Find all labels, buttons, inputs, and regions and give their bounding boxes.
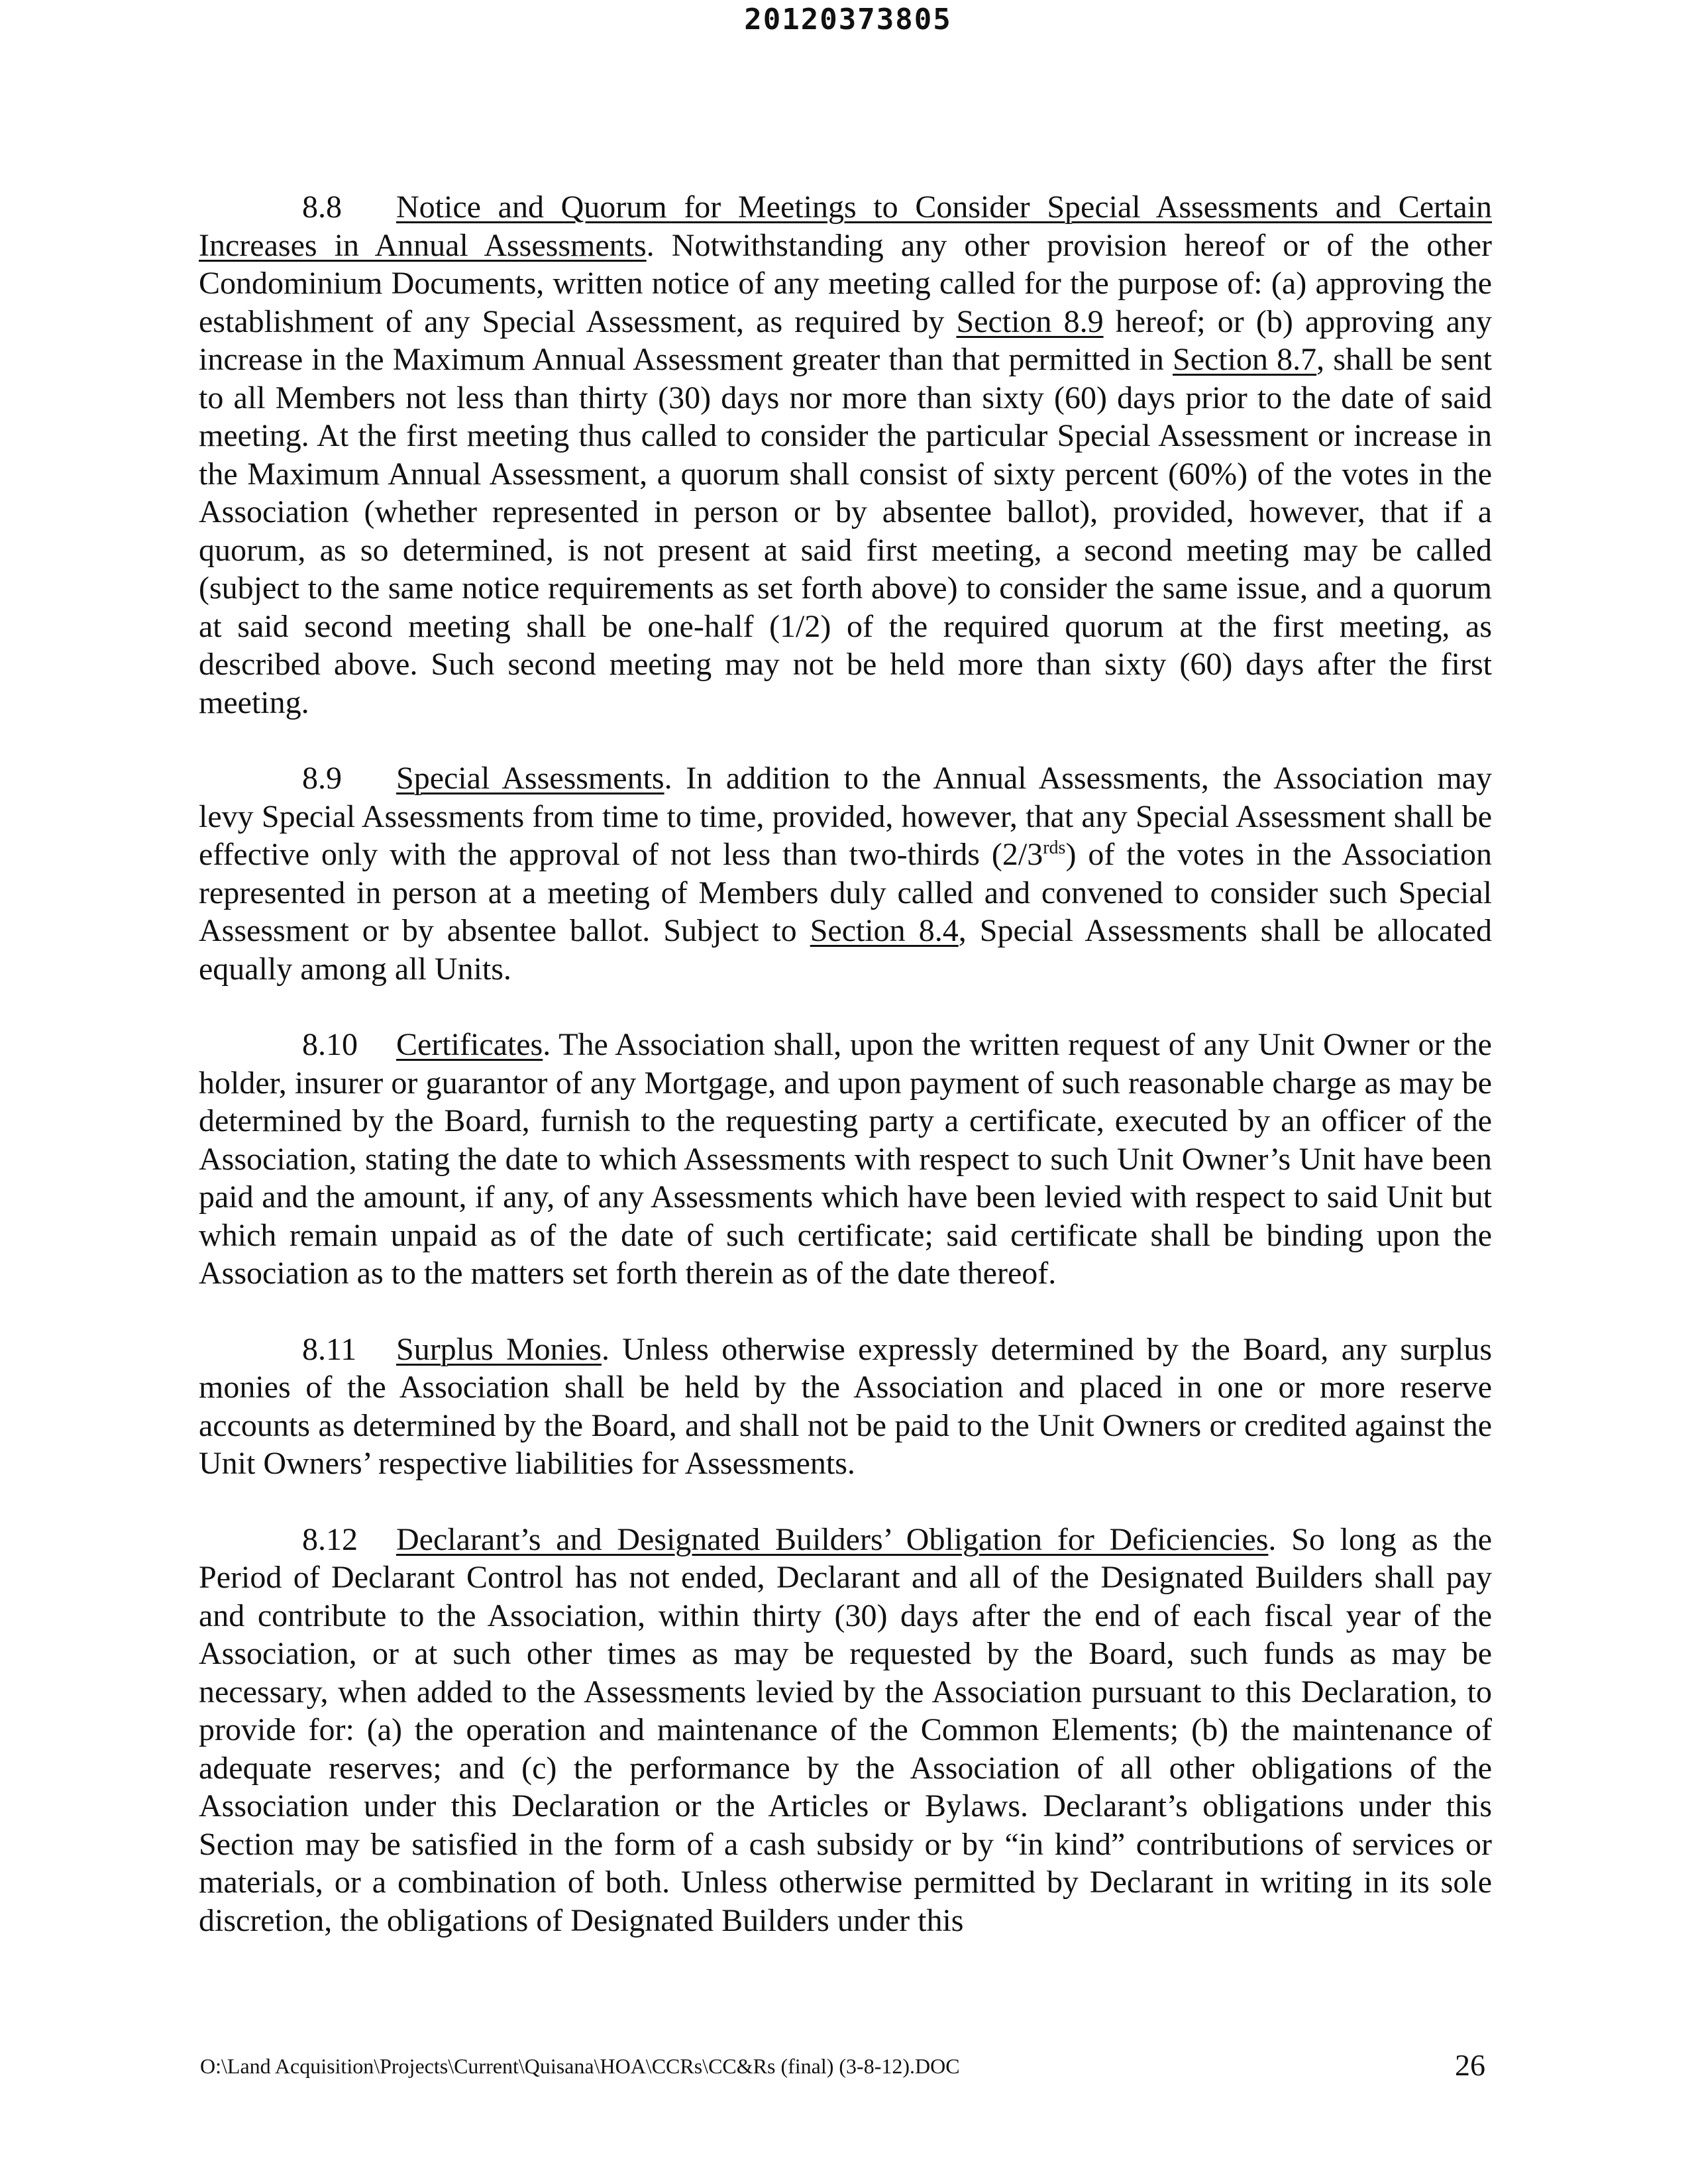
- section-text: So long as the Period of Declarant Control has not ended, Declarant and all of the Designated Builders shall pay and contribute to the Association, within thirty (30) days after the end of each fiscal year of the Association, or at such other times as may be requested by the Board, such funds as may be necessary, when added to the Assessments levied by the Association pursuant to this Declaration, to provide for: (a) the operation and maintenance of the Common Elements; (b) the maintenance of adequate reserves; and (c) the performance by the Association of all other obligations of the Association under this Declaration or the Articles or Bylaws. Declarant’s obligations under this Section may be satisfied in the form of a cash subsidy or by “in kind” contributions of services or materials, or a combination of both. Unless otherwise permitted by Declarant in writing in its sole discretion, the obligations of Designated Builders under this: [199, 1521, 1492, 1938]
- section-reference: Section 8.7: [1173, 342, 1317, 377]
- section-8-8: 8.8 Notice and Quorum for Meetings to Consider Special Assessments and Certain Increases in Annual Assessments. Notwithstanding any other provision hereof or of the other Condominium Documents, written notice of any meeting called for the purpose of: (a) approving the establishment of any Special Assessment, as required by Section 8.9 hereof; or (b) approving any increase in the Maximum Annual Assessment greater than that permitted in Section 8.7, shall be sent to all Members not less than thirty (30) days nor more than sixty (60) days prior to the date of said meeting. At the first meeting thus called to consider the particular Special Assessment or increase in the Maximum Annual Assessment, a quorum shall consist of sixty percent (60%) of the votes in the Association (whether represented in person or by absentee ballot), provided, however, that if a quorum, as so determined, is not present at said first meeting, a second meeting may be called (subject to the same notice requirements as set forth above) to consider the same issue, and a quorum at said second meeting shall be one-half (1/2) of the required quorum at the first meeting, as described above. Such second meeting may not be held more than sixty (60) days after the first meeting.: [199, 190, 1493, 720]
- section-number: 8.12: [302, 1521, 358, 1557]
- section-number: 8.11: [302, 1331, 357, 1367]
- section-text: Notwithstanding any other provision hereof or of the other Condominium Documents, written notice of any meeting called for the purpose of: (a) approving the establishment of any Special Assessment, as required by: [199, 227, 1492, 339]
- section-number: 8.8: [302, 190, 342, 225]
- document-body: [199, 188, 1492, 1977]
- section-reference: Section 8.9: [956, 303, 1104, 339]
- section-text: The Association shall, upon the written request of any Unit Owner or the holder, insurer or guarantor of any Mortgage, and upon payment of such reasonable charge as may be determined by the Board, furnish to the requesting party a certificate, executed by an officer of the Association, stating the date to which Assessments with respect to such Unit Owner’s Unit have been paid and the amount, if any, of any Assessments which have been levied with respect to said Unit but which remain unpaid as of the date of such certificate; said certificate shall be binding upon the Association as to the matters set forth therein as of the date thereof.: [199, 1027, 1492, 1291]
- section-text: , Special Assessments shall be allocated equally among all Units.: [199, 913, 1493, 987]
- section-title: Surplus Monies: [396, 1331, 602, 1367]
- section-title: Special Assessments: [396, 761, 664, 796]
- document-number: 20120373805: [744, 3, 952, 36]
- section-reference: Section 8.4: [810, 913, 959, 948]
- page-number: 26: [1455, 2048, 1485, 2082]
- section-text: Unless otherwise expressly determined by the Board, any surplus monies of the Association shall be held by the Association and placed in one or more reserve accounts as determined by the Board, and shall not be paid to the Unit Owners or credited against the Unit Owners’ respective liabilities for Assessments.: [199, 1331, 1492, 1481]
- section-title: Notice and Quorum for Meetings to Consider Special Assessments and Certain Increases in Annual Assessments: [199, 190, 1492, 263]
- section-8-10: 8.10 Certificates. The Association shall, upon the written request of any Unit Owner or the holder, insurer or guarantor of any Mortgage, and upon payment of such reasonable charge as may be determined by the Board, furnish to the requesting party a certificate, executed by an officer of the Association, stating the date to which Assessments with respect to such Unit Owner’s Unit have been paid and the amount, if any, of any Assessments which have been levied with respect to said Unit but which remain unpaid as of the date of such certificate; said certificate shall be binding upon the Association as to the matters set forth therein as of the date thereof.: [199, 1027, 1492, 1291]
- section-text: In addition to the Annual Assessments, the Association may levy Special Assessments from time to time, provided, however, that any Special Assessment shall be effective only with the approval of not less than two-thirds (2/3: [199, 761, 1493, 872]
- section-8-12: 8.12 Declarant’s and Designated Builders’ Obligation for Deficiencies. So long as the Period of Declarant Control has not ended, Declarant and all of the Designated Builders shall pay and contribute to the Association, within thirty (30) days after the end of each fiscal year of the Association, or at such other times as may be requested by the Board, such funds as may be necessary, when added to the Assessments levied by the Association pursuant to this Declaration, to provide for: (a) the operation and maintenance of the Common Elements; (b) the maintenance of adequate reserves; and (c) the performance by the Association of all other obligations of the Association under this Declaration or the Articles or Bylaws. Declarant’s obligations under this Section may be satisfied in the form of a cash subsidy or by “in kind” contributions of services or materials, or a combination of both. Unless otherwise permitted by Declarant in writing in its sole discretion, the obligations of Designated Builders under this: [199, 1521, 1492, 1938]
- section-text: hereof; or (b) approving any increase in the Maximum Annual Assessment greater than that permitted in: [199, 303, 1493, 377]
- section-number: 8.9: [302, 761, 342, 796]
- section-number: 8.10: [302, 1027, 358, 1062]
- section-title: Declarant’s and Designated Builders’ Obligation for Deficiencies: [396, 1521, 1269, 1557]
- section-text: ) of the votes in the Association represented in person at a meeting of Members duly called and convened to consider such Special Assessment or by absentee ballot. Subject to: [199, 837, 1492, 948]
- footer-file-path: O:\Land Acquisition\Projects\Current\Quisana\HOA\CCRs\CC&Rs (final) (3-8-12).DOC: [200, 2054, 960, 2078]
- section-8-11: 8.11 Surplus Monies. Unless otherwise expressly determined by the Board, any surplus monies of the Association shall be held by the Association and placed in one or more reserve accounts as determined by the Board, and shall not be paid to the Unit Owners or credited against the Unit Owners’ respective liabilities for Assessments.: [199, 1331, 1492, 1481]
- section-text: , shall be sent to all Members not less than thirty (30) days nor more than sixty (60) days prior to the date of said meeting. At the first meeting thus called to consider the particular Special Assessment or increase in the Maximum Annual Assessment, a quorum shall consist of sixty percent (60%) of the votes in the Association (whether represented in person or by absentee ballot), provided, however, that if a quorum, as so determined, is not present at said first meeting, a second meeting may be called (subject to the same notice requirements as set forth above) to consider the same issue, and a quorum at said second meeting shall be one-half (1/2) of the required quorum at the first meeting, as described above. Such second meeting may not be held more than sixty (60) days after the first meeting.: [199, 342, 1493, 720]
- superscript-rds: rds: [1043, 838, 1066, 858]
- section-8-9: 8.9 Special Assessments. In addition to the Annual Assessments, the Association may levy Special Assessments from time to time, provided, however, that any Special Assessment shall be effective only with the approval of not less than two-thirds $(2/3^{rds})$ of the votes in the Association represented in person at a meeting of Members duly called and convened to consider such Special Assessment or by absentee ballot. Subject to Section 8.4, Special Assessments shall be allocated equally among all Units.: [199, 761, 1493, 987]
- section-title: Certificates: [396, 1027, 543, 1062]
